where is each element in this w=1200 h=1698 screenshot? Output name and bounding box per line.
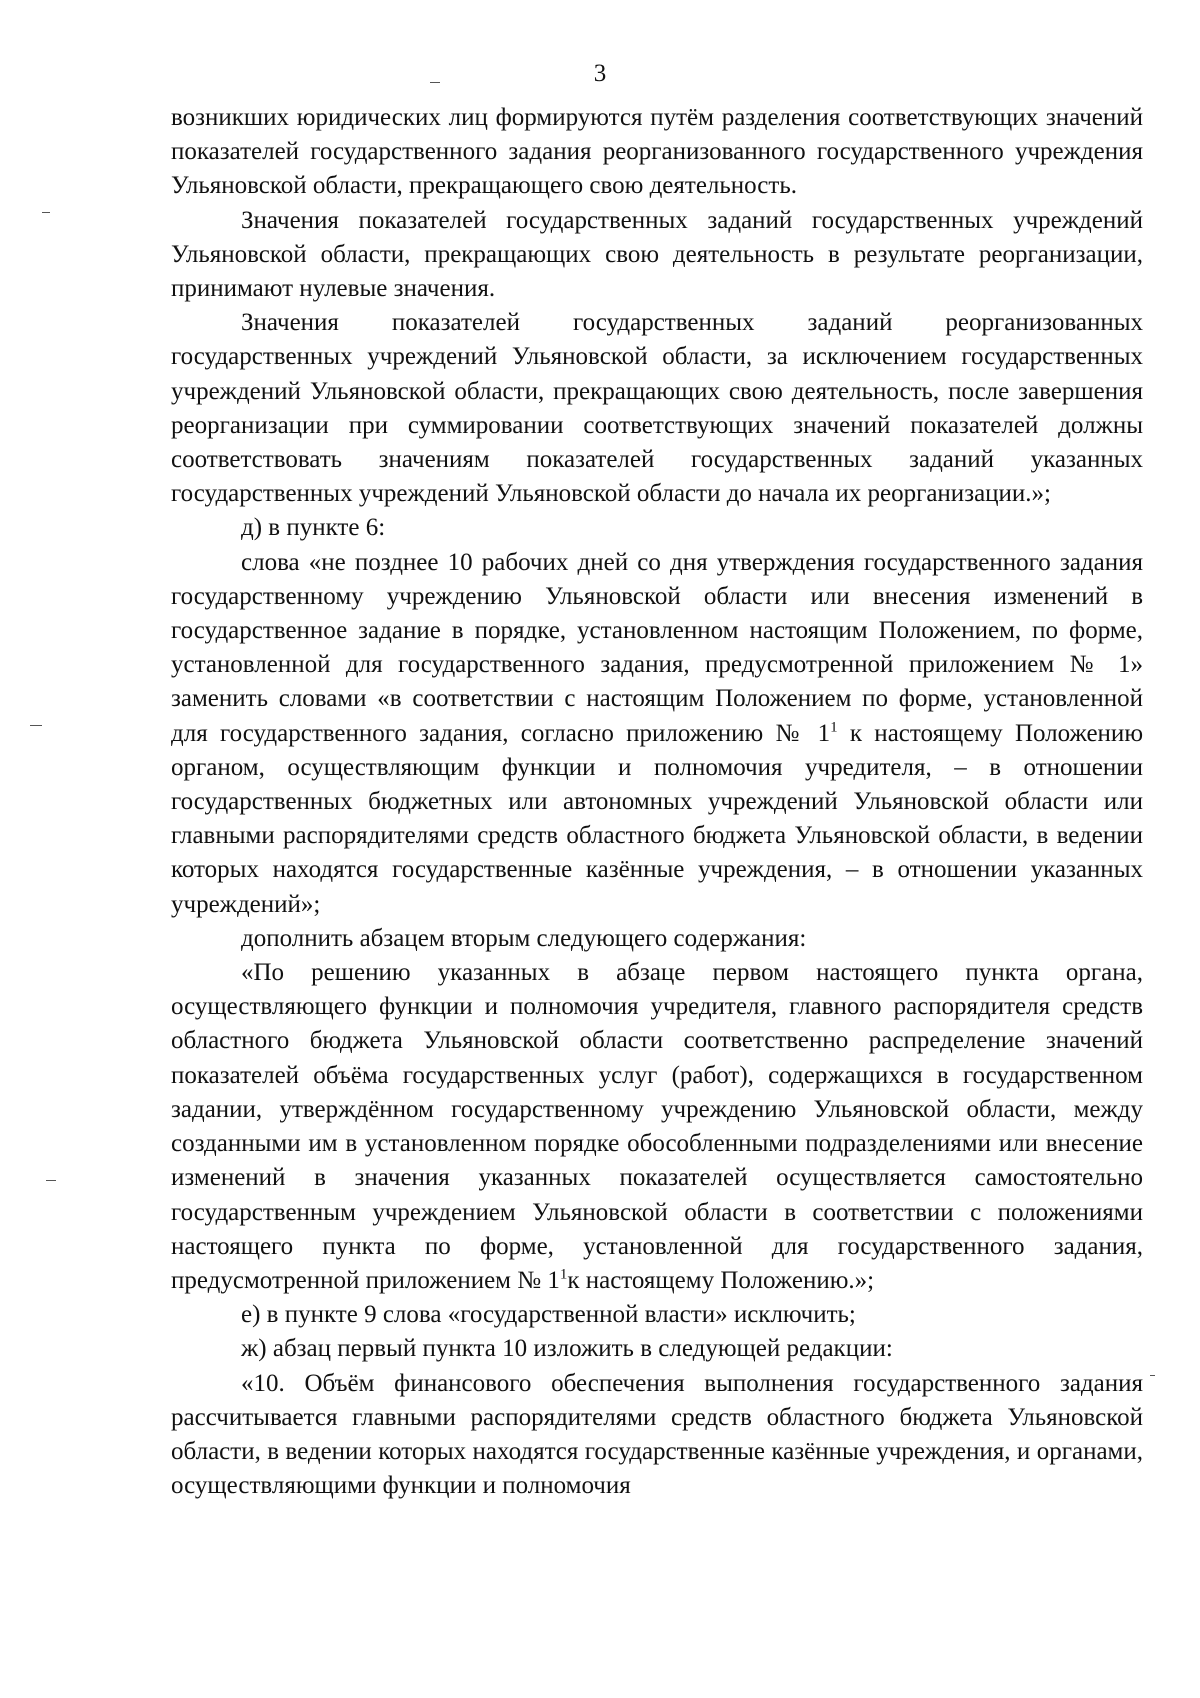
scan-speck [30,725,42,726]
paragraph-words-replace-part-1: слова «не позднее 10 рабочих дней со дня утверждения государственного задания государственному учреждению Ульяновской области или внесения изменений в государственное задание в порядке, установленном настоящим Положением, по форме, установленной для государственного задания, предусмотренной приложением № 1» заменить словами «в соответствии с настоящим Положением по форме, установленной для государственного задания, согласно приложению № 1 [171,548,1143,747]
paragraph-by-decision-part-1: «По решению указанных в абзаце первом настоящего пункта органа, осуществляющего функции и полномочия учредителя, главного распорядителя средств областного бюджета Ульяновской области соответственно распределение значений показателей объёма государственных услуг (работ), содержащихся в государственном задании, утверждённом государственному учреждению Ульяновской области, между созданными им в установленном порядке обособленными подразделениями или внесение изменений в значения указанных показателей осуществляется самостоятельно государственным учреждением Ульяновской области в соответствии с положениями настоящего пункта по форме, установленной для государственного задания, предусмотренной приложением № 1 [171,959,1143,1294]
scan-speck [46,1180,56,1181]
paragraph-by-decision-part-2: к настоящему Положению.»; [567,1266,875,1294]
scan-speck [430,82,440,83]
paragraph-reorganized-values: Значения показателей государственных заданий реорганизованных государственных учреждений Ульяновской области, за исключением государственных учреждений Ульяновской области, прекращающих свою деятельность, после завершения реорганизации при суммировании соответствующих значений показателей должны соответствовать значениям показателей государственных заданий указанных государственных учреждений Ульяновской области до начала их реорганизации.»; [171,309,1143,508]
paragraph-zero-values: Значения показателей государственных заданий государственных учреждений Ульяновской области, прекращающих свою деятельность в результате реорганизации, принимают нулевые значения. [171,206,1143,303]
document-body [171,101,1143,1503]
paragraph-item-zh: ж) абзац первый пункта 10 изложить в следующей редакции: [241,1335,893,1363]
superscript-1: 1 [830,719,838,736]
paragraph-item-e: е) в пункте 9 слова «государственной власти» исключить; [241,1301,856,1329]
superscript-1: 1 [559,1266,568,1283]
scan-speck [42,212,50,213]
paragraph-words-replace-part-2: к настоящему Положению органом, осуществляющим функции и полномочия учредителя, – в отношении государственных бюджетных или автономных учреждений Ульяновской области или главными распорядителями средств областного бюджета Ульяновской области, в ведении которых находятся государственные казённые учреждения, – в отношении указанных учреждений»; [171,719,1143,918]
paragraph-by-decision [171,956,1143,1298]
paragraph-item-10: «10. Объём финансового обеспечения выполнения государственного задания рассчитывается главными распорядителями средств областного бюджета Ульяновской области, в ведении которых находятся государственные казённые учреждения, и органами, осуществляющими функции и полномочия [171,1369,1143,1500]
paragraph-add-second: дополнить абзацем вторым следующего содержания: [241,924,807,952]
paragraph-continuation: возникших юридических лиц формируются путём разделения соответствующих значений показателей государственного задания реорганизованного государственного учреждения Ульяновской области, прекращающего свою деятельность. [171,104,1143,200]
page-number: 3 [593,60,607,87]
paragraph-item-d: д) в пункте 6: [241,514,386,542]
paragraph-words-replace [171,546,1143,922]
scan-speck [1150,1375,1155,1376]
